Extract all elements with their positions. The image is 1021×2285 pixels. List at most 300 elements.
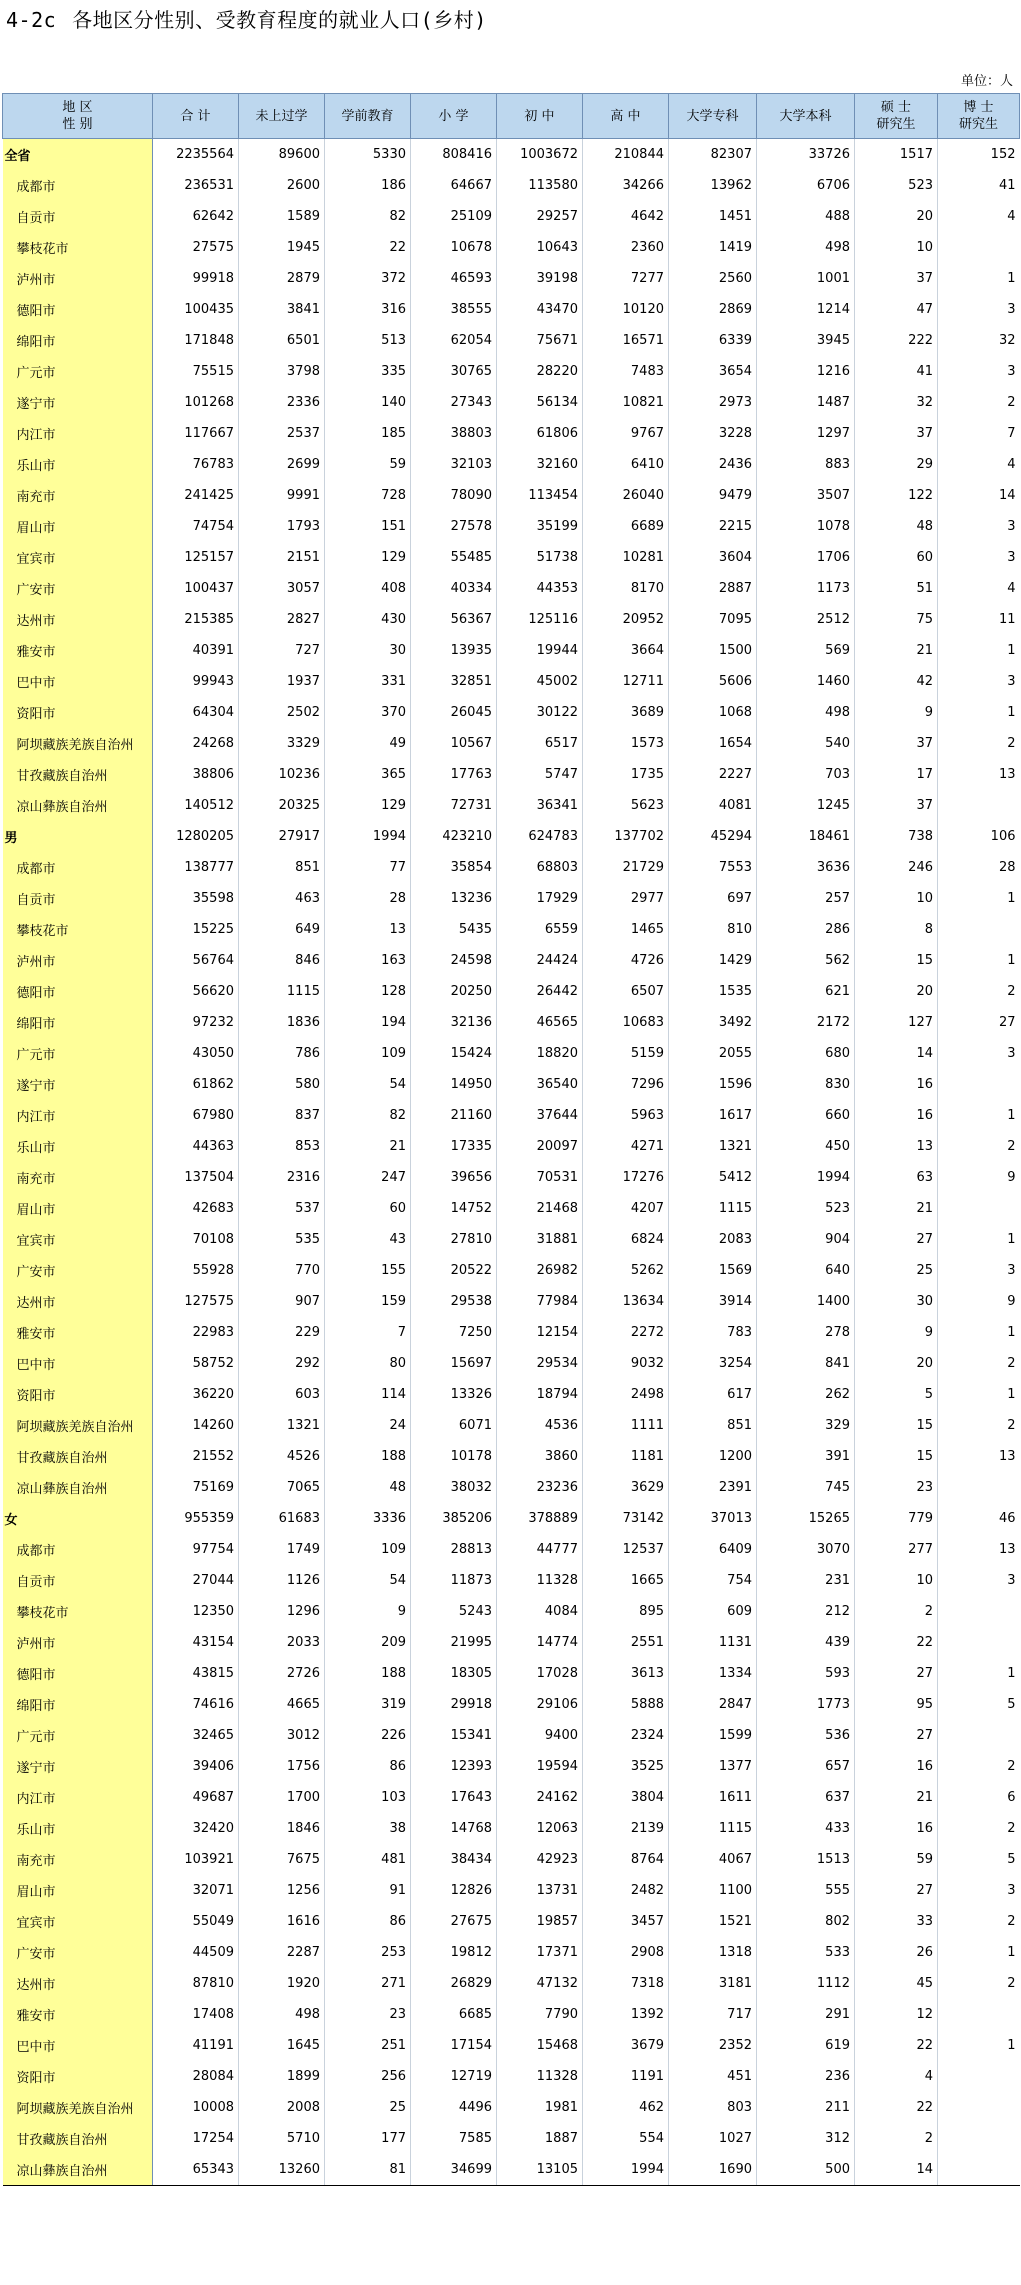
table-cell: 97754	[153, 1534, 239, 1565]
table-row	[3, 2030, 1020, 2061]
table-cell: 8764	[583, 1844, 669, 1875]
table-cell: 1181	[583, 1441, 669, 1472]
row-label: 甘孜藏族自治州	[3, 1441, 153, 1472]
table-cell: 1280205	[153, 821, 239, 852]
table-cell: 1377	[669, 1751, 757, 1782]
row-label: 阿坝藏族羌族自治州	[3, 2092, 153, 2123]
table-cell: 14950	[411, 1069, 497, 1100]
table-cell: 222	[855, 325, 938, 356]
table-cell: 9	[855, 1317, 938, 1348]
row-label: 德阳市	[3, 976, 153, 1007]
table-cell: 1003672	[497, 139, 583, 171]
table-cell: 4496	[411, 2092, 497, 2123]
table-row	[3, 170, 1020, 201]
table-cell: 286	[757, 914, 855, 945]
table-cell: 955359	[153, 1503, 239, 1534]
table-cell: 152	[990, 147, 1016, 162]
table-cell: 562	[757, 945, 855, 976]
table-row	[3, 1379, 1020, 1410]
table-cell: 7296	[583, 1069, 669, 1100]
table-cell: 3945	[757, 325, 855, 356]
row-label: 内江市	[3, 418, 153, 449]
table-cell: 3336	[325, 1503, 411, 1534]
table-cell: 3604	[669, 542, 757, 573]
table-cell: 24162	[497, 1782, 583, 1813]
table-cell: 137702	[583, 821, 669, 852]
table-cell: 18305	[411, 1658, 497, 1689]
table-cell: 5606	[669, 666, 757, 697]
row-label: 南充市	[3, 1844, 153, 1875]
table-row	[3, 480, 1020, 511]
table-cell: 537	[239, 1193, 325, 1224]
table-cell: 16	[855, 1813, 938, 1844]
table-row	[3, 387, 1020, 418]
table-cell: 1392	[583, 1999, 669, 2030]
table-row	[3, 728, 1020, 759]
table-cell: 39656	[411, 1162, 497, 1193]
table-cell: 4	[1007, 581, 1016, 596]
table-cell: 27	[855, 1224, 938, 1255]
table-cell: 1846	[239, 1813, 325, 1844]
table-cell: 3841	[239, 294, 325, 325]
table-cell: 3654	[669, 356, 757, 387]
table-cell: 17929	[497, 883, 583, 914]
table-cell: 138777	[153, 852, 239, 883]
table-row	[3, 604, 1020, 635]
table-cell: 46	[998, 1511, 1016, 1526]
table-cell: 42923	[497, 1844, 583, 1875]
table-cell: 22	[855, 1627, 938, 1658]
table-cell: 6	[1007, 1790, 1016, 1805]
table-cell: 21	[855, 635, 938, 666]
table-cell: 837	[239, 1100, 325, 1131]
table-cell: 14	[855, 2154, 938, 2186]
table-cell: 462	[583, 2092, 669, 2123]
table-row	[3, 2061, 1020, 2092]
table-cell: 42683	[153, 1193, 239, 1224]
table-cell: 75	[855, 604, 938, 635]
table-cell: 500	[757, 2154, 855, 2186]
table-cell: 1920	[239, 1968, 325, 1999]
table-cell: 1027	[669, 2123, 757, 2154]
table-cell: 1700	[239, 1782, 325, 1813]
table-cell: 5	[855, 1379, 938, 1410]
table-row	[3, 1348, 1020, 1379]
table-cell: 660	[757, 1100, 855, 1131]
header-col-8	[855, 94, 938, 139]
table-cell: 7790	[497, 1999, 583, 2030]
table-cell: 1599	[669, 1720, 757, 1751]
table-cell: 4081	[669, 790, 757, 821]
table-cell: 554	[583, 2123, 669, 2154]
table-cell: 619	[757, 2030, 855, 2061]
table-cell: 188	[325, 1658, 411, 1689]
table-cell: 13326	[411, 1379, 497, 1410]
table-cell: 26982	[497, 1255, 583, 1286]
table-cell: 5623	[583, 790, 669, 821]
table-cell: 717	[669, 1999, 757, 2030]
table-cell: 2887	[669, 573, 757, 604]
row-label: 广安市	[3, 1255, 153, 1286]
table-cell: 29918	[411, 1689, 497, 1720]
table-cell: 17028	[497, 1658, 583, 1689]
table-cell: 29538	[411, 1286, 497, 1317]
table-cell: 194	[325, 1007, 411, 1038]
table-cell: 30765	[411, 356, 497, 387]
table-cell: 1429	[669, 945, 757, 976]
table-cell: 3613	[583, 1658, 669, 1689]
table-cell: 17	[855, 759, 938, 790]
table-cell: 4726	[583, 945, 669, 976]
table-cell: 6559	[497, 914, 583, 945]
table-cell: 3804	[583, 1782, 669, 1813]
table-cell: 211	[757, 2092, 855, 2123]
table-cell: 2227	[669, 759, 757, 790]
table-cell: 13	[998, 1542, 1016, 1557]
row-label: 资阳市	[3, 2061, 153, 2092]
table-cell: 846	[239, 945, 325, 976]
table-cell: 60	[325, 1193, 411, 1224]
table-cell: 1	[1007, 1666, 1016, 1681]
table-cell: 27	[855, 1720, 938, 1751]
table-cell: 1500	[669, 635, 757, 666]
table-group-row	[3, 1503, 1020, 1534]
table-cell: 49687	[153, 1782, 239, 1813]
table-cell: 1	[1007, 1325, 1016, 1340]
table-cell: 62054	[411, 325, 497, 356]
row-label: 眉山市	[3, 1193, 153, 1224]
table-cell: 2560	[669, 263, 757, 294]
table-cell: 20	[855, 1348, 938, 1379]
table-cell: 26442	[497, 976, 583, 1007]
table-cell	[938, 1193, 1020, 1224]
table-cell: 5262	[583, 1255, 669, 1286]
table-group-row	[3, 821, 1020, 852]
table-cell: 34266	[583, 170, 669, 201]
table-cell: 15697	[411, 1348, 497, 1379]
table-cell: 802	[757, 1906, 855, 1937]
table-cell: 14	[998, 488, 1016, 503]
header-col-label: 学前教育	[341, 108, 394, 124]
table-cell: 1487	[757, 387, 855, 418]
table-cell: 16571	[583, 325, 669, 356]
table-cell: 76783	[153, 449, 239, 480]
table-cell: 32103	[411, 449, 497, 480]
table-cell: 810	[669, 914, 757, 945]
table-cell: 1887	[497, 2123, 583, 2154]
table-cell: 3664	[583, 635, 669, 666]
table-cell: 42	[855, 666, 938, 697]
table-cell: 391	[757, 1441, 855, 1472]
row-label: 资阳市	[3, 1379, 153, 1410]
table-cell: 12537	[583, 1534, 669, 1565]
table-cell: 9400	[497, 1720, 583, 1751]
table-cell: 3636	[757, 852, 855, 883]
table-cell: 21	[855, 1782, 938, 1813]
table-cell: 6339	[669, 325, 757, 356]
table-cell: 20952	[583, 604, 669, 635]
table-cell: 82	[325, 201, 411, 232]
table-cell: 2	[855, 1596, 938, 1627]
table-cell: 1535	[669, 976, 757, 1007]
table-cell: 61806	[497, 418, 583, 449]
table-cell: 72731	[411, 790, 497, 821]
table-cell: 19594	[497, 1751, 583, 1782]
table-row	[3, 1999, 1020, 2030]
table-cell: 15341	[411, 1720, 497, 1751]
table-cell: 127575	[153, 1286, 239, 1317]
table-row	[3, 1410, 1020, 1441]
table-cell: 38803	[411, 418, 497, 449]
table-cell: 523	[855, 170, 938, 201]
table-cell: 3679	[583, 2030, 669, 2061]
table-cell: 28	[998, 860, 1016, 875]
table-cell: 1937	[239, 666, 325, 697]
table-cell: 27578	[411, 511, 497, 542]
table-cell: 4642	[583, 201, 669, 232]
table-row	[3, 914, 1020, 945]
table-cell: 7250	[411, 1317, 497, 1348]
table-cell	[938, 2154, 1020, 2186]
row-label: 德阳市	[3, 294, 153, 325]
table-cell: 99918	[153, 263, 239, 294]
table-cell: 536	[757, 1720, 855, 1751]
table-cell: 34699	[411, 2154, 497, 2186]
table-cell: 129	[325, 542, 411, 573]
table-cell: 9032	[583, 1348, 669, 1379]
table-cell: 36341	[497, 790, 583, 821]
table-cell: 11	[998, 612, 1016, 627]
table-cell: 10178	[411, 1441, 497, 1472]
row-label: 广元市	[3, 356, 153, 387]
row-label: 乐山市	[3, 1813, 153, 1844]
table-cell: 10567	[411, 728, 497, 759]
table-cell: 54	[325, 1069, 411, 1100]
table-cell: 9767	[583, 418, 669, 449]
table-cell: 1111	[583, 1410, 669, 1441]
table-row	[3, 356, 1020, 387]
table-cell: 35598	[153, 883, 239, 914]
row-label: 泸州市	[3, 263, 153, 294]
table-cell: 12	[855, 1999, 938, 2030]
table-row	[3, 1813, 1020, 1844]
table-cell: 4	[1007, 457, 1016, 472]
table-cell: 2	[1007, 1356, 1016, 1371]
table-cell: 853	[239, 1131, 325, 1162]
table-cell: 3	[1007, 519, 1016, 534]
table-cell: 1	[1007, 643, 1016, 658]
table-cell: 10821	[583, 387, 669, 418]
table-cell: 36220	[153, 1379, 239, 1410]
table-cell: 109	[325, 1534, 411, 1565]
row-label: 攀枝花市	[3, 914, 153, 945]
row-label: 乐山市	[3, 449, 153, 480]
table-cell: 1654	[669, 728, 757, 759]
table-cell: 2502	[239, 697, 325, 728]
table-row	[3, 1596, 1020, 1627]
table-cell: 907	[239, 1286, 325, 1317]
table-cell: 9	[1007, 1170, 1016, 1185]
table-cell: 38806	[153, 759, 239, 790]
table-cell: 2033	[239, 1627, 325, 1658]
table-cell: 1216	[757, 356, 855, 387]
table-cell: 621	[757, 976, 855, 1007]
table-cell: 15	[855, 1410, 938, 1441]
unit-label: 单位：人	[960, 74, 1013, 89]
table-cell: 24	[325, 1410, 411, 1441]
row-label: 凉山彝族自治州	[3, 1472, 153, 1503]
table-cell: 23236	[497, 1472, 583, 1503]
table-cell: 2	[1007, 1976, 1016, 1991]
table-cell: 24598	[411, 945, 497, 976]
table-cell: 46565	[497, 1007, 583, 1038]
table-cell: 56367	[411, 604, 497, 635]
table-cell: 41	[998, 178, 1016, 193]
table-cell: 5747	[497, 759, 583, 790]
header-col-1	[239, 94, 325, 139]
table-cell: 851	[239, 852, 325, 883]
table-cell: 481	[325, 1844, 411, 1875]
table-cell: 247	[325, 1162, 411, 1193]
table-cell: 728	[325, 480, 411, 511]
table-cell: 37	[855, 418, 938, 449]
table-row	[3, 697, 1020, 728]
table-cell: 106	[990, 829, 1016, 844]
table-row	[3, 976, 1020, 1007]
table-cell: 45002	[497, 666, 583, 697]
table-cell: 41	[855, 356, 938, 387]
table-cell: 1521	[669, 1906, 757, 1937]
table-cell: 1112	[757, 1968, 855, 1999]
table-cell: 1596	[669, 1069, 757, 1100]
table-row	[3, 1224, 1020, 1255]
table-cell: 335	[325, 356, 411, 387]
table-cell: 24268	[153, 728, 239, 759]
table-cell: 3070	[757, 1534, 855, 1565]
row-label: 凉山彝族自治州	[3, 790, 153, 821]
table-cell: 841	[757, 1348, 855, 1379]
table-cell: 4665	[239, 1689, 325, 1720]
table-row	[3, 1534, 1020, 1565]
table-cell: 7095	[669, 604, 757, 635]
table-cell: 1200	[669, 1441, 757, 1472]
row-label: 巴中市	[3, 2030, 153, 2061]
header-col-6	[669, 94, 757, 139]
table-cell: 1945	[239, 232, 325, 263]
row-label: 成都市	[3, 170, 153, 201]
row-label: 阿坝藏族羌族自治州	[3, 728, 153, 759]
table-cell: 498	[239, 1999, 325, 2030]
table-cell: 7553	[669, 852, 757, 883]
table-cell: 13	[998, 1449, 1016, 1464]
row-label: 南充市	[3, 1162, 153, 1193]
table-cell: 3860	[497, 1441, 583, 1472]
table-cell: 22	[855, 2030, 938, 2061]
table-cell: 10	[855, 883, 938, 914]
table-cell: 703	[757, 759, 855, 790]
table-cell: 2973	[669, 387, 757, 418]
table-cell: 6409	[669, 1534, 757, 1565]
table-cell: 1735	[583, 759, 669, 790]
table-cell: 10643	[497, 232, 583, 263]
table-row	[3, 1162, 1020, 1193]
table-cell: 4	[855, 2061, 938, 2092]
table-cell: 1	[1007, 1387, 1016, 1402]
table-cell: 2139	[583, 1813, 669, 1844]
table-cell: 523	[757, 1193, 855, 1224]
header-col-7	[757, 94, 855, 139]
table-cell: 6507	[583, 976, 669, 1007]
row-label: 内江市	[3, 1782, 153, 1813]
table-row	[3, 1565, 1020, 1596]
table-cell: 4207	[583, 1193, 669, 1224]
header-col-label: 研究生	[958, 117, 998, 132]
row-label: 宜宾市	[3, 1224, 153, 1255]
table-cell: 7318	[583, 1968, 669, 1999]
table-cell: 1749	[239, 1534, 325, 1565]
table-cell: 212	[757, 1596, 855, 1627]
table-cell: 1	[1007, 271, 1016, 286]
table-row	[3, 2123, 1020, 2154]
table-row	[3, 511, 1020, 542]
table-cell: 540	[757, 728, 855, 759]
row-label: 雅安市	[3, 1999, 153, 2030]
table-cell: 1115	[669, 1813, 757, 1844]
table-cell: 1245	[757, 790, 855, 821]
table-cell: 637	[757, 1782, 855, 1813]
table-row	[3, 201, 1020, 232]
table-cell	[938, 232, 1020, 263]
table-cell: 1690	[669, 2154, 757, 2186]
table-cell: 15424	[411, 1038, 497, 1069]
row-label: 宜宾市	[3, 542, 153, 573]
table-cell: 1994	[325, 821, 411, 852]
header-col-9	[938, 94, 1020, 139]
table-cell: 100437	[153, 573, 239, 604]
table-cell: 13105	[497, 2154, 583, 2186]
table-cell: 1131	[669, 1627, 757, 1658]
table-cell: 10281	[583, 542, 669, 573]
table-cell: 2	[855, 2123, 938, 2154]
table-cell: 640	[757, 1255, 855, 1286]
table-cell: 38555	[411, 294, 497, 325]
table-cell: 55049	[153, 1906, 239, 1937]
table-cell: 1297	[757, 418, 855, 449]
table-cell: 2083	[669, 1224, 757, 1255]
table-cell: 3525	[583, 1751, 669, 1782]
table-cell: 319	[325, 1689, 411, 1720]
table-cell: 4	[1007, 209, 1016, 224]
table-cell: 370	[325, 697, 411, 728]
table-cell: 450	[757, 1131, 855, 1162]
table-cell: 27575	[153, 232, 239, 263]
table-cell: 13962	[669, 170, 757, 201]
table-cell: 35199	[497, 511, 583, 542]
table-row	[3, 1038, 1020, 1069]
table-cell: 188	[325, 1441, 411, 1472]
row-label: 全省	[3, 139, 153, 171]
table-cell: 1214	[757, 294, 855, 325]
table-cell: 262	[757, 1379, 855, 1410]
table-cell: 44509	[153, 1937, 239, 1968]
table-cell: 1611	[669, 1782, 757, 1813]
table-cell: 1	[1007, 1108, 1016, 1123]
table-cell: 27675	[411, 1906, 497, 1937]
table-cell: 186	[325, 170, 411, 201]
table-cell: 82	[325, 1100, 411, 1131]
table-cell: 27810	[411, 1224, 497, 1255]
table-cell: 75169	[153, 1472, 239, 1503]
